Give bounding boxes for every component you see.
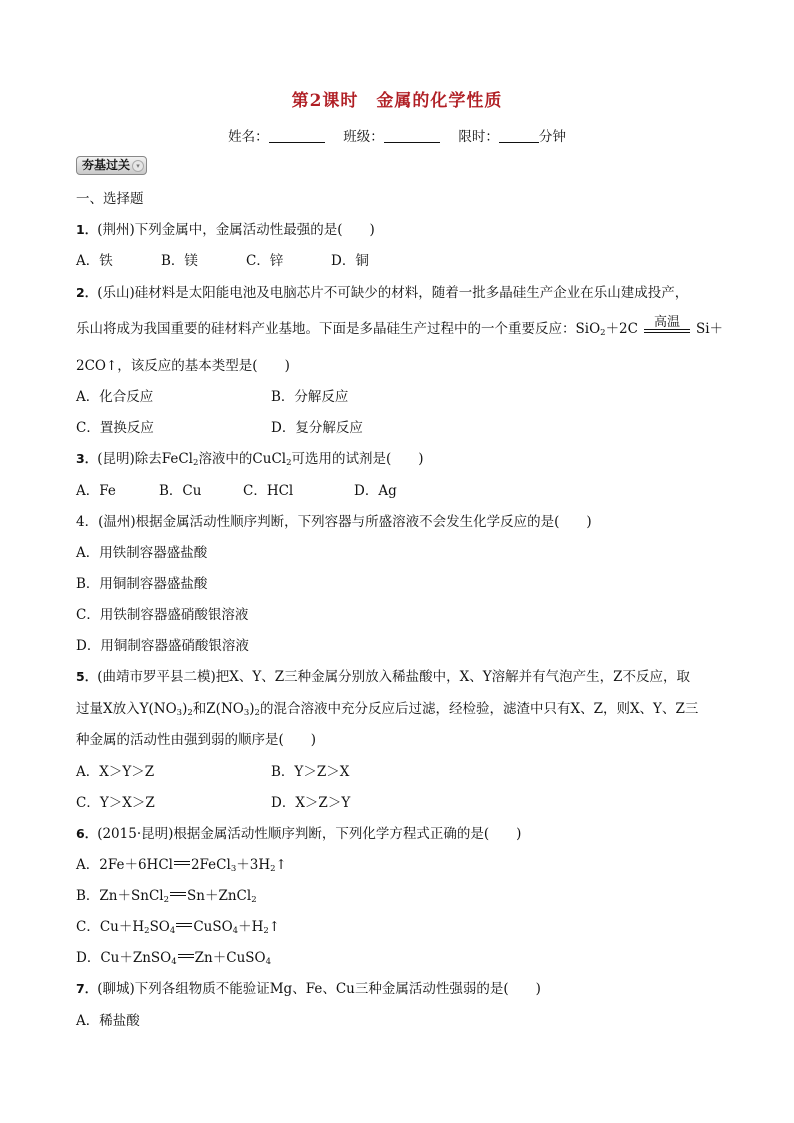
question-number: 5．	[76, 669, 98, 684]
equation-text: SO	[149, 919, 170, 935]
equation-text: CuSO	[193, 919, 233, 935]
subscript: 2	[263, 926, 269, 936]
question-2-line-1	[76, 281, 688, 301]
equals-sign	[176, 923, 192, 927]
subscript: 4	[171, 957, 177, 967]
question-text: (聊城)下列各组物质不能验证Mg、Fe、Cu三种金属活动性强弱的是( )	[97, 981, 541, 997]
question-text: (乐山)硅材料是太阳能电池及电脑芯片不可缺少的材料，随着一批多晶硅生产企业在乐山建成投产，	[97, 285, 689, 301]
question-text: )	[249, 701, 255, 717]
name-label: 姓名：	[228, 129, 269, 145]
equation-text: B．Zn＋SnCl	[76, 888, 164, 904]
equation-text: ＋3H	[236, 857, 271, 873]
equals-sign	[174, 861, 190, 865]
q4-option-c: C．用铁制容器盛硝酸银溶液	[76, 607, 249, 623]
equals-sign	[178, 954, 194, 958]
question-text: ＋2C	[605, 321, 638, 337]
question-number: 6．	[76, 826, 98, 841]
question-text: (2015·昆明)根据金属活动性顺序判断，下列化学方程式正确的是( )	[97, 826, 522, 842]
question-6	[76, 822, 521, 842]
question-text: (曲靖市罗平县二模)把X、Y、Z三种金属分别放入稀盐酸中，X、Y溶解并有气泡产生，Z不反应，取	[97, 669, 691, 685]
subscript: 2	[600, 328, 606, 338]
reaction-condition: 高温	[653, 315, 680, 330]
subscript: 2	[144, 926, 150, 936]
q3-option-d: D．Ag	[354, 483, 397, 499]
equals-sign	[170, 892, 186, 896]
equation-text: 2FeCl	[190, 857, 231, 873]
subscript: 4	[232, 926, 239, 936]
subscript: 4	[265, 957, 272, 967]
section-badge-label: 夯基过关	[82, 158, 131, 172]
time-field[interactable]	[499, 128, 539, 143]
q4-option-a: A．用铁制容器盛盐酸	[76, 545, 208, 561]
equation-text: ↑	[275, 857, 287, 873]
class-field[interactable]	[384, 128, 440, 143]
question-text: 乐山将成为我国重要的硅材料产业基地。下面是多晶硅生产过程中的一个重要反应：SiO	[76, 321, 601, 337]
q1-option-b: B．镁	[161, 253, 198, 269]
q1-option-c: C．锌	[246, 253, 284, 269]
question-number: 1．	[76, 222, 98, 237]
equation-text: D．Cu＋ZnSO	[76, 950, 172, 966]
section-title: 一、选择题	[76, 191, 144, 207]
q2-option-b: B．分解反应	[271, 389, 349, 405]
equation-text: A．2Fe＋6HCl	[76, 857, 173, 873]
equation-text: Zn＋CuSO	[194, 950, 266, 966]
q6-option-c	[76, 915, 280, 936]
subscript: 2	[251, 895, 257, 905]
question-text: 和Z(NO	[192, 701, 244, 717]
q2-option-d: D．复分解反应	[271, 420, 363, 436]
q2-option-a: A．化合反应	[76, 389, 154, 405]
question-text: (荆州)下列金属中，金属活动性最强的是( )	[97, 222, 375, 238]
q3-option-a: A．Fe	[76, 483, 116, 499]
question-5-line-1	[76, 665, 690, 685]
class-label: 班级：	[343, 129, 384, 145]
page-title: 第2课时 金属的化学性质	[291, 91, 503, 111]
question-text: )	[182, 701, 188, 717]
question-number: 3．	[76, 451, 98, 466]
question-text: 可选用的试剂是( )	[291, 451, 424, 467]
question-1	[76, 218, 375, 238]
question-4: 4．(温州)根据金属活动性顺序判断，下列容器与所盛溶液不会发生化学反应的是( )	[76, 514, 592, 530]
q2-option-c: C．置换反应	[76, 420, 154, 436]
student-info-line	[0, 125, 794, 145]
subscript: 2	[270, 864, 276, 874]
subscript: 2	[187, 708, 193, 718]
time-unit: 分钟	[538, 129, 566, 145]
time-label: 限时：	[458, 129, 499, 145]
question-2-line-3: 2CO↑，该反应的基本类型是( )	[76, 358, 290, 374]
equation-text: Sn＋ZnCl	[187, 888, 252, 904]
q3-option-c: C．HCl	[243, 483, 294, 499]
equation-text: C．Cu＋H	[76, 919, 145, 935]
subscript: 2	[193, 458, 199, 468]
question-number: 2．	[76, 285, 98, 300]
q1-option-d: D．铜	[331, 253, 369, 269]
reaction-arrow	[644, 315, 690, 333]
subscript: 4	[169, 926, 176, 936]
q5-option-d: D．X＞Z＞Y	[271, 795, 351, 811]
question-2-line-2	[76, 317, 723, 338]
question-text: 的混合溶液中充分反应后过滤，经检验，滤渣中只有X、Z，则X、Y、Z三	[259, 701, 699, 717]
subscript: 2	[163, 895, 170, 905]
arrow-down-icon: ▾	[132, 160, 144, 172]
q3-option-b: B．Cu	[159, 483, 202, 499]
equation-text: ↑	[268, 919, 281, 935]
subscript: 2	[254, 708, 260, 718]
q4-option-b: B．用铜制容器盛盐酸	[76, 576, 208, 592]
question-text: (昆明)除去FeCl	[97, 451, 194, 467]
question-5-line-2	[76, 697, 698, 718]
q4-option-d: D．用铜制容器盛硝酸银溶液	[76, 638, 249, 654]
q6-option-a	[76, 853, 287, 874]
q5-option-b: B．Y＞Z＞X	[271, 764, 350, 780]
question-text: 溶液中的CuCl	[198, 451, 287, 467]
subscript: 3	[176, 708, 183, 718]
q7-option-a: A．稀盐酸	[76, 1013, 140, 1029]
section-badge	[76, 156, 147, 175]
question-text: 过量X放入Y(NO	[76, 701, 177, 717]
q5-option-a: A．X＞Y＞Z	[76, 764, 155, 780]
q6-option-b	[76, 884, 257, 905]
question-3	[76, 447, 424, 468]
subscript: 3	[243, 708, 250, 718]
question-5-line-3: 种金属的活动性由强到弱的顺序是( )	[76, 732, 317, 748]
subscript: 3	[230, 864, 237, 874]
q5-option-c: C．Y＞X＞Z	[76, 795, 155, 811]
question-7	[76, 977, 541, 997]
equation-text: ＋H	[238, 919, 264, 935]
question-number: 7．	[76, 981, 98, 996]
name-field[interactable]	[269, 128, 325, 143]
subscript: 2	[286, 458, 292, 468]
q1-option-a: A．铁	[76, 253, 113, 269]
q6-option-d	[76, 946, 271, 967]
question-text: Si＋	[695, 321, 724, 337]
